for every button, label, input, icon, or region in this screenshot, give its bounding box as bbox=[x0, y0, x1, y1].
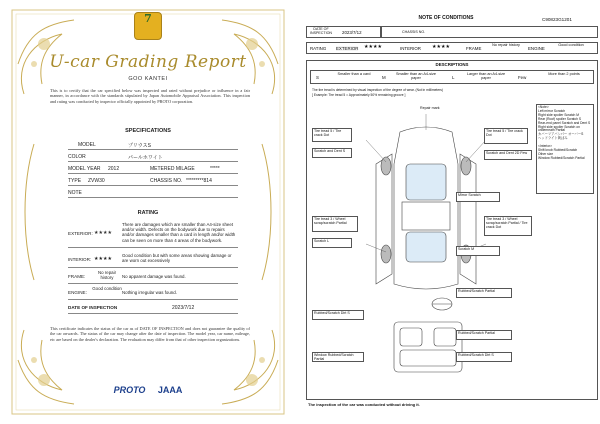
legend-code-m: M bbox=[382, 75, 386, 80]
rating-description: There are damages which are smaller than A4-size sheet and/or width. Defects on the bodywork due to repairs and/or damages smaller than a card in length and/or width can be seen on more than 4 areas of the bodywork. bbox=[122, 222, 236, 243]
legend-text-few: More than 2 points bbox=[548, 72, 580, 76]
callout-text: Mirror Scratch bbox=[458, 193, 481, 197]
rating-row-interior bbox=[68, 250, 238, 268]
interior-stars: ★★★★ bbox=[432, 44, 450, 50]
jaaa-logo: JAAA bbox=[157, 385, 183, 395]
note-of-conditions-sheet bbox=[306, 4, 598, 420]
callout-text: Rubbed/Scratch Dirt S bbox=[458, 353, 494, 357]
inspection-date-row bbox=[68, 302, 238, 314]
rating-label: FRAME: bbox=[68, 274, 86, 279]
callout-text: Tire tread 5 / Tire crack Dot bbox=[314, 129, 342, 138]
callout-text: Tire tread 5 / Tire crack Dot bbox=[486, 129, 523, 138]
spec-value: 2012 bbox=[108, 166, 120, 172]
legend-text-m: Smaller than an A4-size paper bbox=[395, 72, 437, 81]
logo-text: 7 bbox=[144, 12, 152, 25]
spec-row-color bbox=[68, 152, 238, 162]
rating-heading: RATING bbox=[137, 210, 159, 216]
callout-text: Rubbed/Scratch Dirt S bbox=[314, 311, 350, 315]
spec-value-2: ***** bbox=[210, 166, 220, 172]
spec-value-2: *********814 bbox=[186, 178, 212, 184]
spec-row-year bbox=[68, 164, 238, 174]
inspection-date-label: DATE OF INSPECTION bbox=[68, 305, 118, 310]
specifications-heading: SPECIFICATIONS bbox=[125, 128, 171, 134]
rating-row-exterior bbox=[68, 220, 238, 248]
grading-certificate bbox=[4, 4, 292, 420]
rating-description: Good condition but with some areas showing damage or are worn out excessively bbox=[122, 253, 232, 264]
rating-description: Nothing irregular was found. bbox=[122, 290, 177, 295]
date-label: DATE OF INSPECTION bbox=[310, 27, 332, 35]
spec-label: COLOR bbox=[68, 154, 86, 160]
notes-text: <Note> Left mirror Scratch Right side spoiler Scratch M Rear (Roof) spoiler Scratch S Rear-end panel Scratch and Dent S Right side spoiler Scratch on underneath Partial カバーリアバンパー オーバーS ヘッドライト黄ばみ <Interior> Shift knob Rubbed/Scratch Other size Window Rubbed/Scratch Partial bbox=[538, 105, 591, 160]
certificate-title: U-car Grading Report bbox=[49, 52, 247, 72]
callout-text: Tire tread 3 / Wheel scrap/scratch Partial bbox=[314, 217, 347, 226]
exterior-stars: ★★★★ bbox=[364, 44, 382, 50]
frame-value: No repair history bbox=[492, 43, 520, 47]
proto-logo: PROTO bbox=[113, 385, 146, 395]
legend-code-l: L bbox=[452, 75, 455, 80]
spec-row-note bbox=[68, 188, 238, 198]
inspection-date-value: 2023/7/12 bbox=[172, 305, 195, 311]
legend-code-few: Few bbox=[518, 75, 527, 80]
sheet-title: NOTE OF CONDITIONS bbox=[418, 15, 474, 21]
spec-row-type bbox=[68, 176, 238, 186]
rating-value: Good condition bbox=[92, 286, 122, 291]
rating-description: No apparent damage was found. bbox=[122, 274, 186, 279]
engine-value: Good condition bbox=[558, 43, 584, 47]
callout-text: Scratch and Dent S bbox=[314, 149, 346, 153]
exterior-label: EXTERIOR bbox=[336, 46, 359, 51]
engine-label: ENGINE bbox=[528, 46, 545, 51]
legend-text-l: Larger than an A4-size paper bbox=[466, 72, 506, 81]
tread-note: The tire tread is determined by visual inspection of the degree of wear. (Not in millimeters) bbox=[312, 88, 444, 92]
date-value: 2023/7/12 bbox=[342, 30, 362, 35]
callout-text: Scratch M bbox=[458, 247, 475, 251]
rating-label: EXTERIOR: bbox=[68, 231, 93, 236]
descriptions-heading: DESCRIPTIONS bbox=[435, 62, 469, 67]
rating-stars: ★★★★ bbox=[94, 230, 112, 236]
spec-label: NOTE bbox=[68, 190, 82, 196]
spec-value: ZVW30 bbox=[88, 178, 105, 184]
sheet-footer-note: The inspection of the car was conducted without driving it. bbox=[308, 402, 420, 407]
certificate-intro: This is to certify that the car specified below was inspected and rated without prejudice or influence in a fair manner, in accordance with the standards stipulated by Japan Automobile Appraisal Association. This inspection and rating was conducted by inspector officially appointed by PROTO corporation. bbox=[50, 88, 250, 104]
repair-mark-label: Repair mark bbox=[420, 106, 440, 110]
callout-text: Scratch L bbox=[314, 239, 330, 243]
callout-text: Tire tread 3 / Wheel scrap/scratch Partial / Tire crack Dot bbox=[486, 217, 528, 230]
tread-example: [ Example: Tire tread 5 = Approximately 50% remaining groove ] bbox=[312, 93, 406, 97]
spec-label: TYPE bbox=[68, 178, 82, 184]
frame-label: FRAME bbox=[466, 46, 482, 51]
callout-text: Rubbed/Scratch Partial bbox=[458, 289, 495, 293]
certificate-subtitle: GOO KANTEI bbox=[128, 76, 168, 82]
legend-text-s: Smaller than a card bbox=[337, 72, 371, 76]
legend-code-s: S bbox=[316, 75, 319, 80]
spec-label-2: METERED MILAGE bbox=[150, 166, 195, 172]
callout-text: Scratch and Dent 2D Few bbox=[486, 151, 528, 155]
rating-stars: ★★★★ bbox=[94, 256, 112, 262]
car-damage-diagram bbox=[346, 104, 506, 384]
rating-label: INTERIOR: bbox=[68, 257, 92, 262]
rating-label: RATING bbox=[310, 46, 327, 51]
rating-row-frame bbox=[68, 270, 238, 284]
spec-value: パールホワイト bbox=[128, 155, 163, 161]
spec-row-model bbox=[68, 140, 238, 150]
spec-label-2: CHASSIS NO. bbox=[150, 178, 183, 184]
spec-label: MODEL YEAR bbox=[68, 166, 101, 172]
interior-label: INTERIOR bbox=[400, 46, 421, 51]
footer-logos bbox=[4, 385, 292, 395]
certificate-disclaimer: This certificate indicates the status of the car as of DATE OF INSPECTION and does not guarantee the quality of the car onwards. The status of the car may change after the date of inspection. The model year, car name, mileage, etc are based on the dealer's declaration. The evaluation may differ from that of other inspection organizations. bbox=[50, 326, 250, 342]
chassis-label: CHASSIS NO. bbox=[402, 30, 426, 34]
rating-row-engine bbox=[68, 286, 238, 300]
callout-text: Window Rubbed/Scratch Partial bbox=[314, 353, 354, 362]
callout-text: Rubbed/Scratch Partial bbox=[458, 331, 495, 335]
spec-value: プリウスS bbox=[128, 143, 151, 149]
document-number: C90823G1201 bbox=[542, 17, 572, 22]
rating-value: No repair history bbox=[97, 270, 117, 280]
rating-label: ENGINE: bbox=[68, 290, 87, 295]
spec-label: MODEL bbox=[78, 142, 96, 148]
